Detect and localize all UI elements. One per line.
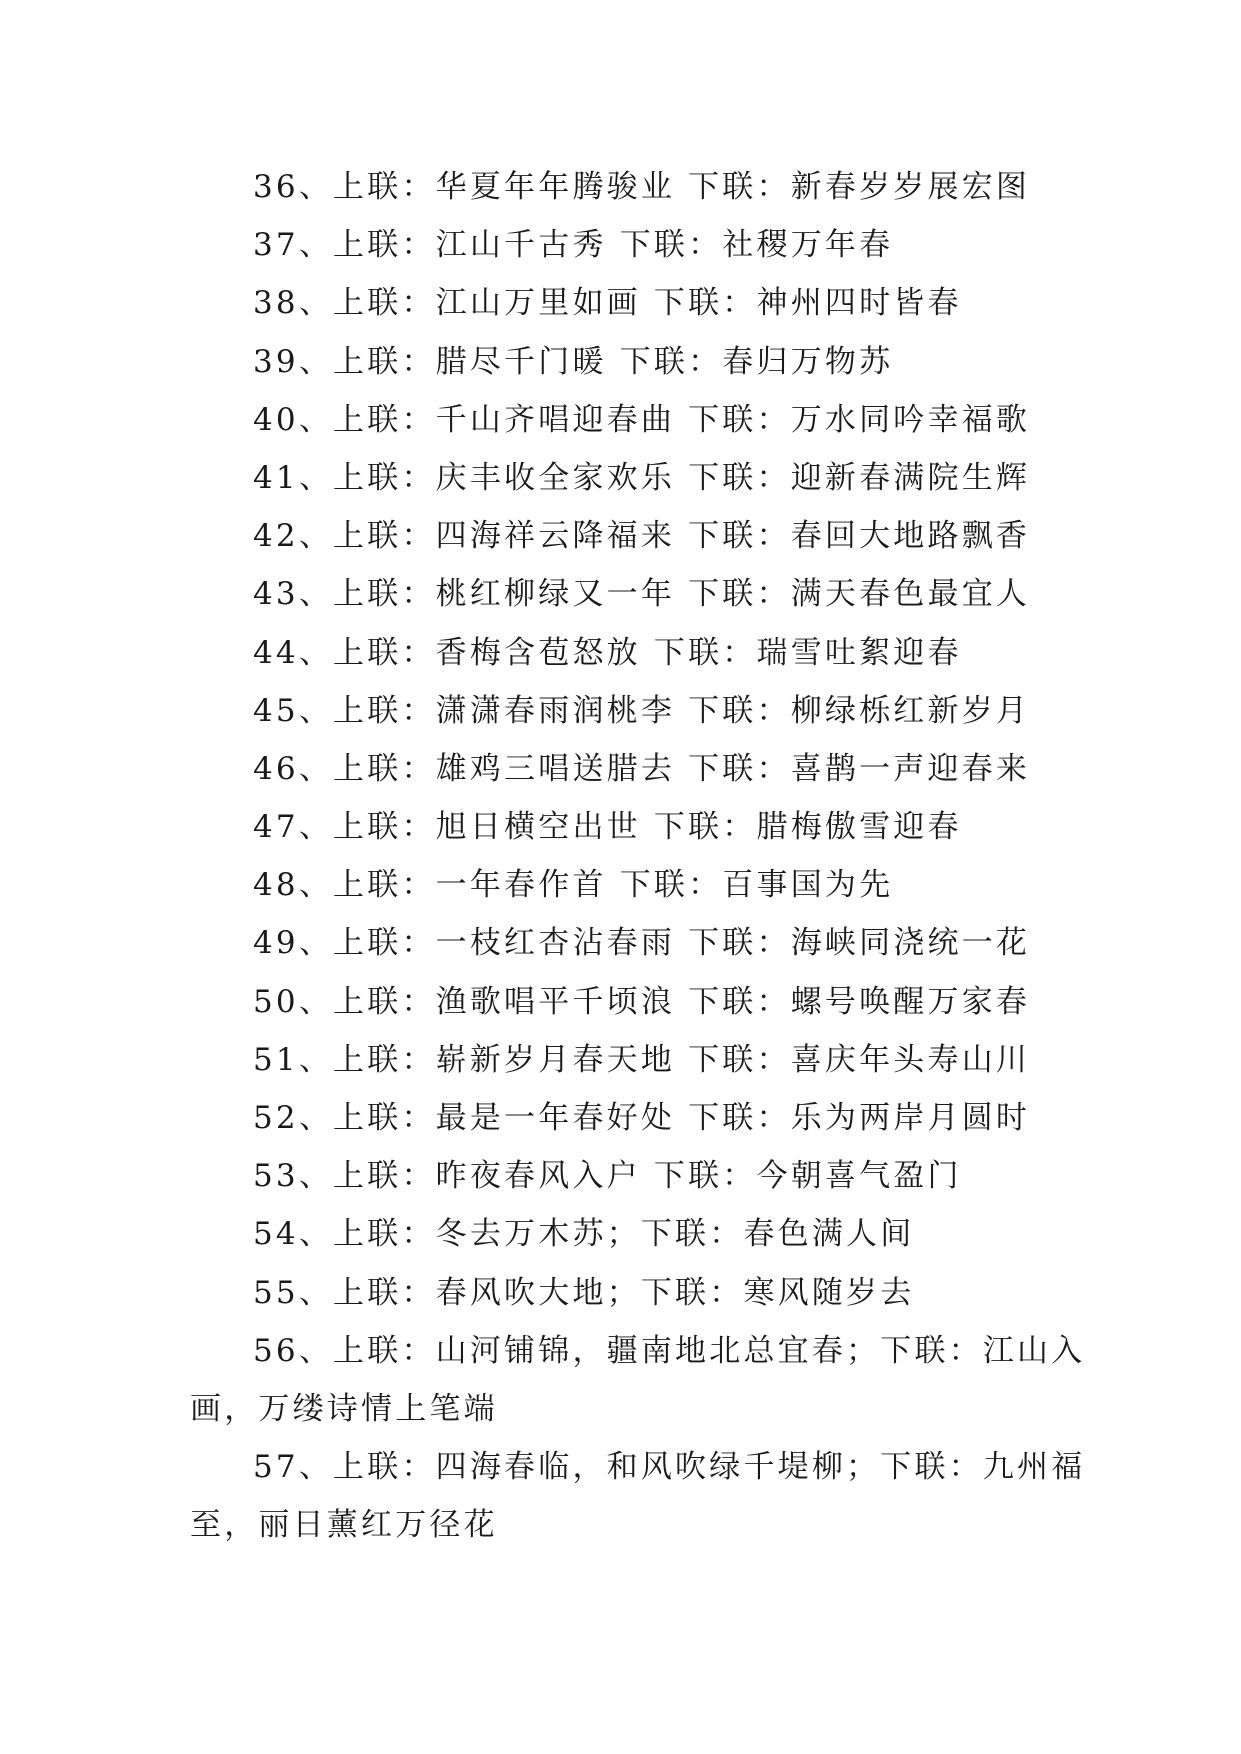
couplet-line-53: 53、上联：昨夜春风入户 下联：今朝喜气盈门: [253, 1158, 962, 1195]
couplet-line-57-first: 57、上联：四海春临，和风吹绿千堤柳；下联：九州福: [253, 1449, 1086, 1486]
couplet-line-45: 45、上联：潇潇春雨润桃李 下联：柳绿栎红新岁月: [253, 692, 1031, 729]
couplet-line-50: 50、上联：渔歌唱平千顷浪 下联：螺号唤醒万家春: [253, 983, 1031, 1020]
couplet-line-55: 55、上联：春风吹大地；下联：寒风随岁去: [253, 1274, 915, 1311]
couplet-line-57-continuation: 至，丽日薰红万径花: [190, 1507, 498, 1544]
couplet-line-43: 43、上联：桃红柳绿又一年 下联：满天春色最宜人: [253, 576, 1031, 613]
couplet-line-42: 42、上联：四海祥云降福来 下联：春回大地路飘香: [253, 518, 1031, 555]
couplet-line-49: 49、上联：一枝红杏沾春雨 下联：海峡同浇统一花: [253, 925, 1031, 962]
couplet-line-46: 46、上联：雄鸡三唱送腊去 下联：喜鹊一声迎春来: [253, 750, 1031, 787]
couplet-line-37: 37、上联：江山千古秀 下联：社稷万年春: [253, 227, 894, 264]
couplet-line-44: 44、上联：香梅含苞怒放 下联：瑞雪吐絮迎春: [253, 634, 962, 671]
couplet-line-38: 38、上联：江山万里如画 下联：神州四时皆春: [253, 285, 962, 322]
couplet-line-36: 36、上联：华夏年年腾骏业 下联：新春岁岁展宏图: [253, 169, 1031, 205]
couplet-line-56-continuation: 画，万缕诗情上笔端: [190, 1390, 498, 1427]
couplet-line-52: 52、上联：最是一年春好处 下联：乐为两岸月圆时: [253, 1100, 1031, 1136]
couplet-list: [190, 158, 1086, 1555]
couplet-line-47: 47、上联：旭日横空出世 下联：腊梅傲雪迎春: [253, 809, 962, 846]
couplet-line-56-first: 56、上联：山河铺锦，疆南地北总宜春；下联：江山入: [253, 1332, 1086, 1369]
couplet-line-51: 51、上联：崭新岁月春天地 下联：喜庆年头寿山川: [253, 1041, 1031, 1078]
couplet-line-48: 48、上联：一年春作首 下联：百事国为先: [253, 867, 894, 904]
couplet-line-39: 39、上联：腊尽千门暖 下联：春归万物苏: [253, 343, 894, 380]
couplet-line-41: 41、上联：庆丰收全家欢乐 下联：迎新春满院生辉: [253, 459, 1031, 496]
couplet-line-40: 40、上联：千山齐唱迎春曲 下联：万水同吟幸福歌: [253, 401, 1031, 438]
couplet-line-54: 54、上联：冬去万木苏；下联：春色满人间: [253, 1216, 915, 1253]
